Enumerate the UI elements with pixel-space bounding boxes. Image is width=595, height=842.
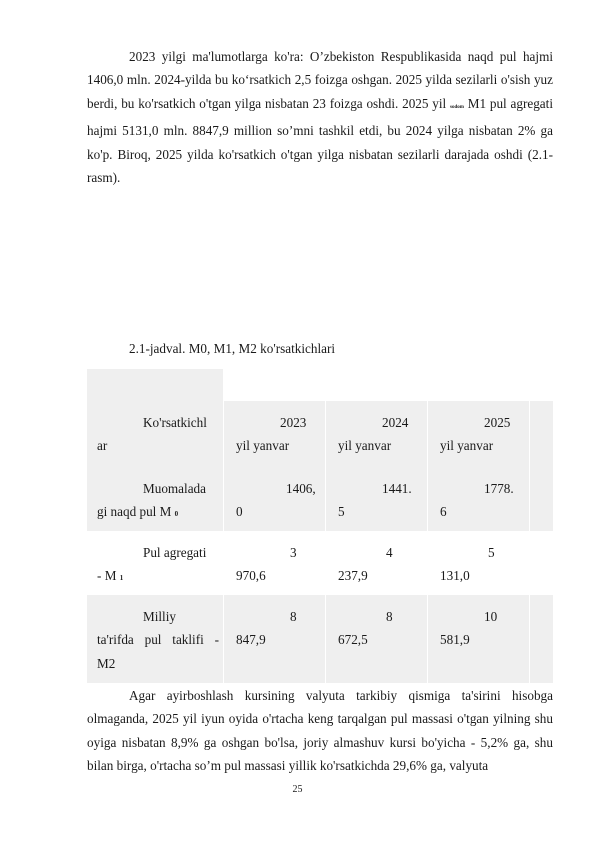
- cell-m0-2024: 1441. 5: [325, 467, 427, 531]
- intro-part1: 2023 yilgi ma'lumotlarga ko'ra: O’zbekiston Respublikasida naqd pul hajmi 1406,0 mln. 2024-yilda bu ko‘rsatkich 2,5 foizga oshgan. 2025 yilda sezilarli o'sish yuz berdi, bu ko'rsatkich o'tgan yilga nisbatan 23 foizga oshdi. 2025 yil: [87, 49, 553, 111]
- row-label-m2: Milliy ta'rifda pul taklifi - M2: [87, 595, 223, 683]
- row-spacer: [529, 595, 553, 683]
- row-label-m0: Muomalada gi naqd pul M 0: [87, 467, 223, 531]
- intro-paragraph: [87, 45, 553, 189]
- row-spacer: [529, 467, 553, 531]
- body-paragraph: Agar ayirboshlash kursining valyuta tarkibiy qismiga ta'sirini hisobga olmaganda, 2025 yil iyun oyida o'rtacha keng tarqalgan pul massasi o'tgan yilning shu oyiga nisbatan 8,9% ga oshgan bo'lsa, joriy almashuv kursi bo'yicha - 5,2% ga, shu bilan birga, o'rtacha so’m pul massasi yillik ko'rsatkichda 29,6% ga, valyuta: [87, 688, 553, 774]
- table-row: [87, 467, 553, 531]
- table-row: [87, 531, 553, 595]
- row-spacer: [529, 531, 553, 595]
- table-corner-shade: [87, 369, 223, 401]
- table-row: [87, 595, 553, 683]
- cell-m2-2023: 8 847,9: [223, 595, 325, 683]
- table-header-row: [87, 401, 553, 467]
- cell-m2-2025: 10 581,9: [427, 595, 529, 683]
- header-2024: 2024 yil yanvar: [325, 401, 427, 467]
- cell-m1-2025: 5 131,0: [427, 531, 529, 595]
- header-spacer: [529, 401, 553, 467]
- cell-m1-2024: 4 237,9: [325, 531, 427, 595]
- page-number: 25: [292, 784, 303, 795]
- cell-m1-2023: 3 970,6: [223, 531, 325, 595]
- intro-part2: M1 pul agregati hajmi 5131,0 mln. 8847,9 million so’mni tashkil etdi, bu 2024 yilga nisbatan 2% ga ko'p. Biroq, 2025 yilda ko'rsatkich o'tgan yilga nisbatan sezilarli darajada oshdi (2.1-rasm).: [87, 95, 553, 186]
- table-caption: 2.1-jadval. M0, M1, M2 ko'rsatkichlari: [129, 341, 336, 356]
- cell-m2-2024: 8 672,5: [325, 595, 427, 683]
- header-indicator: Ko'rsatkichl ar: [87, 401, 223, 467]
- cell-m0-2025: 1778. 6: [427, 467, 529, 531]
- tiny-word: sodom: [450, 104, 464, 110]
- row-label-m1: Pul agregati - M 1: [87, 531, 223, 595]
- header-2025: 2025 yil yanvar: [427, 401, 529, 467]
- cell-m0-2023: 1406, 0: [223, 467, 325, 531]
- header-2023: 2023 yil yanvar: [223, 401, 325, 467]
